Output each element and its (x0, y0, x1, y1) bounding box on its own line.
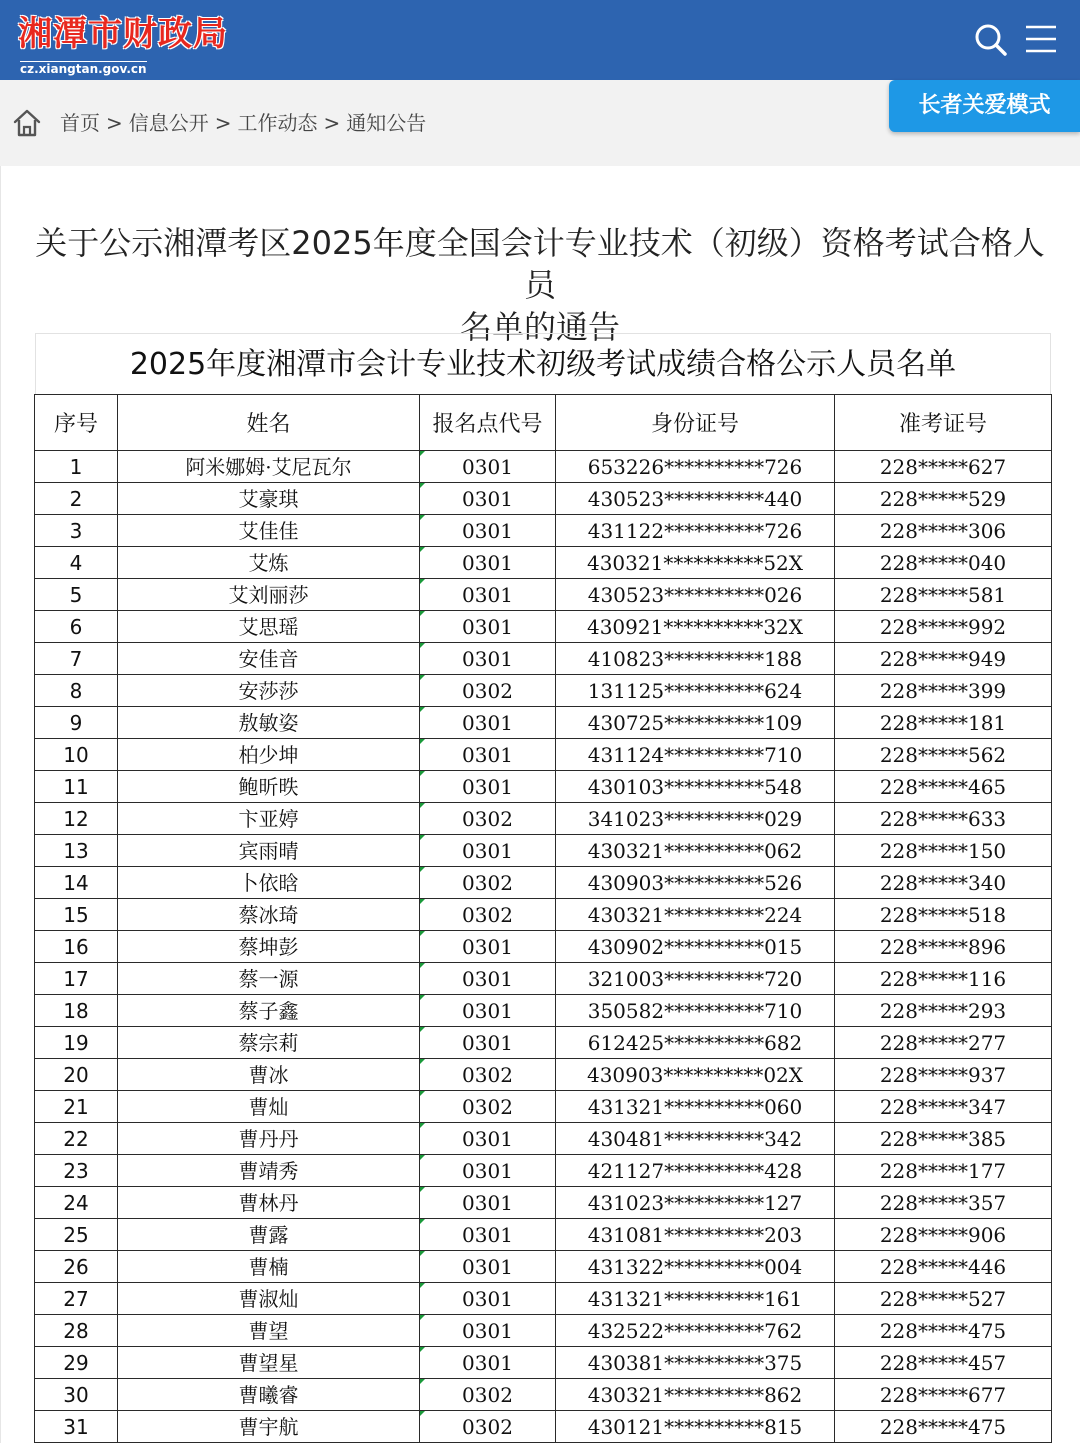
cell-name: 曹淑灿 (118, 1283, 420, 1315)
table-row (35, 611, 1052, 643)
cell-name: 曹林丹 (118, 1187, 420, 1219)
cell-seq: 25 (35, 1219, 118, 1251)
cell-ticket-number: 228*****518 (835, 899, 1052, 931)
cell-seq: 28 (35, 1315, 118, 1347)
cell-id-number: 430121**********815 (556, 1411, 835, 1443)
cell-seq: 19 (35, 1027, 118, 1059)
table-row (35, 1379, 1052, 1411)
cell-id-number: 430725**********109 (556, 707, 835, 739)
cell-seq: 27 (35, 1283, 118, 1315)
breadcrumb (60, 110, 426, 136)
results-table (34, 394, 1052, 1443)
cell-ticket-number: 228*****896 (835, 931, 1052, 963)
cell-ticket-number: 228*****529 (835, 483, 1052, 515)
cell-name: 蔡冰琦 (118, 899, 420, 931)
cell-name: 柏少坤 (118, 739, 420, 771)
table-row (35, 1123, 1052, 1155)
cell-site-code: 0301 (420, 643, 556, 675)
cell-id-number: 321003**********720 (556, 963, 835, 995)
cell-site-code: 0301 (420, 1219, 556, 1251)
cell-seq: 15 (35, 899, 118, 931)
cell-id-number: 430321**********062 (556, 835, 835, 867)
cell-name: 曹冰 (118, 1059, 420, 1091)
header-seq: 序号 (35, 395, 118, 451)
header-id-number: 身份证号 (556, 395, 835, 451)
cell-site-code: 0301 (420, 771, 556, 803)
hamburger-menu-icon[interactable] (1024, 22, 1058, 56)
table-row (35, 675, 1052, 707)
header-ticket-number: 准考证号 (835, 395, 1052, 451)
cell-seq: 12 (35, 803, 118, 835)
cell-id-number: 653226**********726 (556, 451, 835, 483)
cell-ticket-number: 228*****475 (835, 1315, 1052, 1347)
cell-ticket-number: 228*****181 (835, 707, 1052, 739)
table-row (35, 1059, 1052, 1091)
cell-id-number: 430103**********548 (556, 771, 835, 803)
cell-id-number: 430902**********015 (556, 931, 835, 963)
cell-ticket-number: 228*****150 (835, 835, 1052, 867)
cell-ticket-number: 228*****581 (835, 579, 1052, 611)
table-row (35, 483, 1052, 515)
table-row (35, 931, 1052, 963)
table-row (35, 707, 1052, 739)
site-logo-url: cz.xiangtan.gov.cn (20, 62, 147, 76)
cell-ticket-number: 228*****906 (835, 1219, 1052, 1251)
cell-name: 曹靖秀 (118, 1155, 420, 1187)
cell-ticket-number: 228*****949 (835, 643, 1052, 675)
cell-seq: 8 (35, 675, 118, 707)
cell-site-code: 0302 (420, 675, 556, 707)
cell-id-number: 430523**********440 (556, 483, 835, 515)
elder-care-mode-button[interactable]: 长者关爱模式 (889, 80, 1080, 132)
cell-name: 卞亚婷 (118, 803, 420, 835)
cell-seq: 26 (35, 1251, 118, 1283)
table-row (35, 899, 1052, 931)
cell-ticket-number: 228*****562 (835, 739, 1052, 771)
cell-name: 卜依晗 (118, 867, 420, 899)
cell-site-code: 0301 (420, 739, 556, 771)
search-icon[interactable] (974, 23, 1008, 57)
table-row (35, 515, 1052, 547)
cell-name: 曹灿 (118, 1091, 420, 1123)
cell-id-number: 432522**********762 (556, 1315, 835, 1347)
cell-seq: 1 (35, 451, 118, 483)
cell-site-code: 0302 (420, 1091, 556, 1123)
table-row (35, 579, 1052, 611)
cell-seq: 11 (35, 771, 118, 803)
cell-site-code: 0301 (420, 835, 556, 867)
cell-name: 曹望星 (118, 1347, 420, 1379)
cell-seq: 4 (35, 547, 118, 579)
table-caption: 2025年度湘潭市会计专业技术初级考试成绩合格公示人员名单 (35, 333, 1051, 395)
article-title-line-1: 关于公示湘潭考区2025年度全国会计专业技术（初级）资格考试合格人员 (35, 224, 1045, 304)
cell-ticket-number: 228*****633 (835, 803, 1052, 835)
cell-name: 曹望 (118, 1315, 420, 1347)
cell-site-code: 0301 (420, 1187, 556, 1219)
cell-name: 艾豪琪 (118, 483, 420, 515)
cell-seq: 6 (35, 611, 118, 643)
cell-ticket-number: 228*****385 (835, 1123, 1052, 1155)
cell-id-number: 431321**********161 (556, 1283, 835, 1315)
cell-name: 宾雨晴 (118, 835, 420, 867)
cell-id-number: 350582**********710 (556, 995, 835, 1027)
table-row (35, 1187, 1052, 1219)
table-row (35, 867, 1052, 899)
cell-seq: 24 (35, 1187, 118, 1219)
cell-name: 曹楠 (118, 1251, 420, 1283)
cell-ticket-number: 228*****306 (835, 515, 1052, 547)
table-row (35, 1251, 1052, 1283)
cell-site-code: 0302 (420, 1059, 556, 1091)
breadcrumb-separator: > (106, 111, 123, 135)
cell-id-number: 430903**********02X (556, 1059, 835, 1091)
cell-site-code: 0301 (420, 1347, 556, 1379)
table-row (35, 771, 1052, 803)
cell-id-number: 430921**********32X (556, 611, 835, 643)
cell-seq: 14 (35, 867, 118, 899)
cell-site-code: 0302 (420, 803, 556, 835)
cell-ticket-number: 228*****446 (835, 1251, 1052, 1283)
table-row (35, 1219, 1052, 1251)
cell-site-code: 0301 (420, 1027, 556, 1059)
cell-site-code: 0301 (420, 931, 556, 963)
cell-seq: 20 (35, 1059, 118, 1091)
table-row (35, 995, 1052, 1027)
cell-seq: 18 (35, 995, 118, 1027)
cell-site-code: 0301 (420, 1283, 556, 1315)
cell-id-number: 431081**********203 (556, 1219, 835, 1251)
table-row (35, 1283, 1052, 1315)
cell-id-number: 431124**********710 (556, 739, 835, 771)
table-row (35, 835, 1052, 867)
cell-site-code: 0301 (420, 1155, 556, 1187)
cell-id-number: 430381**********375 (556, 1347, 835, 1379)
cell-ticket-number: 228*****340 (835, 867, 1052, 899)
cell-seq: 23 (35, 1155, 118, 1187)
cell-name: 曹曦睿 (118, 1379, 420, 1411)
cell-ticket-number: 228*****457 (835, 1347, 1052, 1379)
cell-name: 阿米娜姆·艾尼瓦尔 (118, 451, 420, 483)
cell-seq: 16 (35, 931, 118, 963)
cell-site-code: 0301 (420, 963, 556, 995)
cell-name: 蔡一源 (118, 963, 420, 995)
cell-name: 安佳音 (118, 643, 420, 675)
table-row (35, 803, 1052, 835)
cell-site-code: 0301 (420, 515, 556, 547)
table-row (35, 1155, 1052, 1187)
cell-name: 敖敏姿 (118, 707, 420, 739)
cell-name: 曹宇航 (118, 1411, 420, 1443)
table-row (35, 643, 1052, 675)
cell-name: 安莎莎 (118, 675, 420, 707)
cell-name: 艾炼 (118, 547, 420, 579)
cell-seq: 10 (35, 739, 118, 771)
cell-name: 曹露 (118, 1219, 420, 1251)
cell-site-code: 0301 (420, 547, 556, 579)
cell-seq: 22 (35, 1123, 118, 1155)
home-icon[interactable] (12, 108, 42, 138)
cell-id-number: 430321**********224 (556, 899, 835, 931)
cell-ticket-number: 228*****399 (835, 675, 1052, 707)
table-row (35, 547, 1052, 579)
cell-ticket-number: 228*****357 (835, 1187, 1052, 1219)
cell-id-number: 430321**********52X (556, 547, 835, 579)
breadcrumb-separator: > (323, 111, 341, 135)
article-title (30, 222, 1050, 348)
cell-seq: 2 (35, 483, 118, 515)
cell-site-code: 0301 (420, 1315, 556, 1347)
cell-id-number: 341023**********029 (556, 803, 835, 835)
cell-name: 蔡宗莉 (118, 1027, 420, 1059)
cell-ticket-number: 228*****347 (835, 1091, 1052, 1123)
table-row (35, 963, 1052, 995)
cell-name: 蔡坤彭 (118, 931, 420, 963)
cell-ticket-number: 228*****277 (835, 1027, 1052, 1059)
cell-id-number: 131125**********624 (556, 675, 835, 707)
cell-ticket-number: 228*****040 (835, 547, 1052, 579)
cell-ticket-number: 228*****677 (835, 1379, 1052, 1411)
cell-site-code: 0301 (420, 707, 556, 739)
cell-site-code: 0301 (420, 451, 556, 483)
cell-id-number: 430523**********026 (556, 579, 835, 611)
cell-id-number: 430903**********526 (556, 867, 835, 899)
cell-ticket-number: 228*****116 (835, 963, 1052, 995)
cell-name: 艾思瑶 (118, 611, 420, 643)
cell-ticket-number: 228*****177 (835, 1155, 1052, 1187)
cell-ticket-number: 228*****293 (835, 995, 1052, 1027)
cell-seq: 21 (35, 1091, 118, 1123)
cell-id-number: 431023**********127 (556, 1187, 835, 1219)
cell-name: 蔡子鑫 (118, 995, 420, 1027)
table-header-row (35, 395, 1052, 451)
cell-seq: 7 (35, 643, 118, 675)
cell-id-number: 410823**********188 (556, 643, 835, 675)
cell-site-code: 0301 (420, 1123, 556, 1155)
cell-id-number: 430481**********342 (556, 1123, 835, 1155)
cell-site-code: 0302 (420, 899, 556, 931)
table-row (35, 1091, 1052, 1123)
table-row (35, 1027, 1052, 1059)
breadcrumb-home[interactable]: 首页 (60, 111, 100, 135)
cell-seq: 3 (35, 515, 118, 547)
cell-id-number: 431322**********004 (556, 1251, 835, 1283)
cell-seq: 29 (35, 1347, 118, 1379)
cell-name: 艾佳佳 (118, 515, 420, 547)
breadcrumb-notices[interactable]: 通知公告 (346, 111, 427, 135)
cell-ticket-number: 228*****627 (835, 451, 1052, 483)
cell-name: 艾刘丽莎 (118, 579, 420, 611)
breadcrumb-info-public[interactable]: 信息公开 (128, 111, 209, 135)
table-row (35, 739, 1052, 771)
cell-seq: 30 (35, 1379, 118, 1411)
site-logo-title[interactable]: 湘潭市财政局 (18, 14, 228, 54)
cell-site-code: 0301 (420, 579, 556, 611)
table-row (35, 451, 1052, 483)
cell-seq: 13 (35, 835, 118, 867)
cell-id-number: 612425**********682 (556, 1027, 835, 1059)
header-name: 姓名 (118, 395, 420, 451)
cell-site-code: 0302 (420, 1411, 556, 1443)
site-header (0, 0, 1080, 80)
cell-ticket-number: 228*****475 (835, 1411, 1052, 1443)
table-row (35, 1315, 1052, 1347)
cell-seq: 17 (35, 963, 118, 995)
cell-id-number: 430321**********862 (556, 1379, 835, 1411)
cell-id-number: 421127**********428 (556, 1155, 835, 1187)
article-title-line-2: 名单的通告 (459, 308, 620, 346)
cell-site-code: 0301 (420, 611, 556, 643)
cell-site-code: 0302 (420, 1379, 556, 1411)
cell-id-number: 431122**********726 (556, 515, 835, 547)
cell-id-number: 431321**********060 (556, 1091, 835, 1123)
cell-site-code: 0301 (420, 995, 556, 1027)
cell-ticket-number: 228*****527 (835, 1283, 1052, 1315)
cell-ticket-number: 228*****937 (835, 1059, 1052, 1091)
cell-ticket-number: 228*****992 (835, 611, 1052, 643)
cell-site-code: 0301 (420, 483, 556, 515)
cell-seq: 9 (35, 707, 118, 739)
table-row (35, 1347, 1052, 1379)
table-row (35, 1411, 1052, 1443)
header-site-code: 报名点代号 (420, 395, 556, 451)
cell-ticket-number: 228*****465 (835, 771, 1052, 803)
cell-seq: 31 (35, 1411, 118, 1443)
table-body (35, 451, 1052, 1443)
cell-name: 鲍昕昳 (118, 771, 420, 803)
cell-site-code: 0301 (420, 1251, 556, 1283)
cell-seq: 5 (35, 579, 118, 611)
breadcrumb-separator: > (214, 111, 232, 135)
cell-site-code: 0302 (420, 867, 556, 899)
breadcrumb-work-news[interactable]: 工作动态 (237, 111, 318, 135)
cell-name: 曹丹丹 (118, 1123, 420, 1155)
